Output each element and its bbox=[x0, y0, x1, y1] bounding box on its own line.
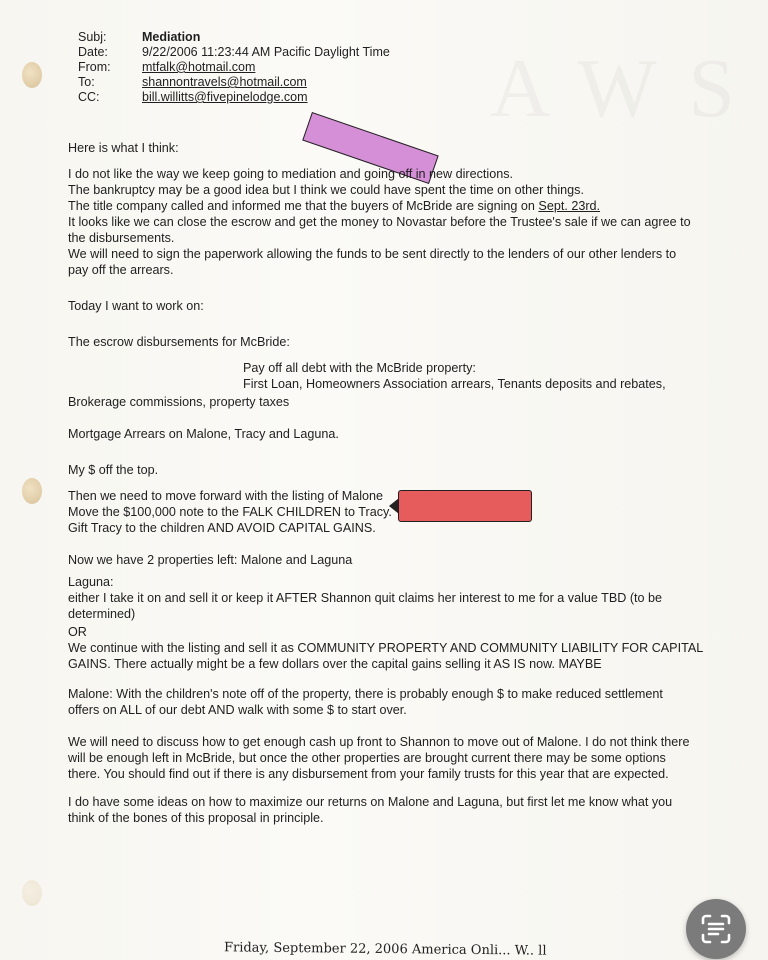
body-line: My $ off the top. bbox=[68, 463, 159, 477]
cc-label: CC: bbox=[78, 90, 100, 104]
to-label: To: bbox=[78, 75, 95, 89]
body-line: First Loan, Homeowners Association arrears, Tenants deposits and rebates, bbox=[243, 377, 666, 391]
body-line: OR bbox=[68, 625, 87, 639]
body-line: It looks like we can close the escrow and get the money to Novastar before the Trustee's sale if we can agree to bbox=[68, 215, 691, 229]
text-scan-icon bbox=[699, 912, 733, 946]
from-label: From: bbox=[78, 60, 111, 74]
body-line: Move the $100,000 note to the FALK CHILDREN to Tracy. bbox=[68, 505, 392, 519]
body-line: Today I want to work on: bbox=[68, 299, 204, 313]
body-line bbox=[68, 198, 600, 214]
body-line: We will need to sign the paperwork allowing the funds to be sent directly to the lenders of our other lenders to bbox=[68, 247, 677, 261]
body-line: there. You should find out if there is any disbursement from your family trusts for this year that are expected. bbox=[68, 767, 669, 781]
body-line: the disbursements. bbox=[68, 231, 175, 245]
punch-hole bbox=[22, 62, 42, 88]
body-line: Laguna: bbox=[68, 575, 114, 589]
body-line: Here is what I think: bbox=[68, 141, 179, 155]
body-line: determined) bbox=[68, 607, 136, 621]
cc-value: bill.willitts@fivepinelodge.com bbox=[142, 90, 308, 104]
from-value: mtfalk@hotmail.com bbox=[142, 60, 256, 74]
email-header bbox=[78, 30, 390, 105]
body-line: think of the bones of this proposal in principle. bbox=[68, 811, 324, 825]
body-line: pay off the arrears. bbox=[68, 263, 174, 277]
punch-hole bbox=[22, 880, 42, 906]
body-line: Malone: With the children's note off of the property, there is probably enough $ to make reduced settlement bbox=[68, 687, 663, 701]
body-line: GAINS. There actually might be a few dollars over the capital gains selling it AS IS now. MAYBE bbox=[68, 657, 602, 671]
body-line: The escrow disbursements for McBride: bbox=[68, 335, 290, 349]
body-line: Gift Tracy to the children AND AVOID CAPITAL GAINS. bbox=[68, 521, 376, 535]
body-line: Brokerage commissions, property taxes bbox=[68, 395, 290, 409]
date-label: Date: bbox=[78, 45, 108, 59]
red-redaction-marker bbox=[398, 490, 532, 522]
body-line: offers on ALL of our debt AND walk with some $ to start over. bbox=[68, 703, 407, 717]
text-scan-button[interactable] bbox=[686, 899, 746, 959]
date-value: 9/22/2006 11:23:44 AM Pacific Daylight Time bbox=[142, 45, 390, 59]
body-line-text: The title company called and informed me that the buyers of McBride are signing on bbox=[68, 199, 539, 213]
subject-value: Mediation bbox=[142, 30, 201, 44]
body-line: The bankruptcy may be a good idea but I think we could have spent the time on other things. bbox=[68, 183, 584, 197]
body-line: Mortgage Arrears on Malone, Tracy and Laguna. bbox=[68, 427, 339, 441]
body-line: We continue with the listing and sell it as COMMUNITY PROPERTY AND COMMUNITY LIABILITY FOR CAPITAL bbox=[68, 641, 704, 655]
body-line: I do have some ideas on how to maximize our returns on Malone and Laguna, but first let me know what you bbox=[68, 795, 673, 809]
body-line: either I take it on and sell it or keep it AFTER Shannon quit claims her interest to me for a value TBD (to be bbox=[68, 591, 663, 605]
body-line: Then we need to move forward with the listing of Malone bbox=[68, 489, 384, 503]
subj-label: Subj: bbox=[78, 30, 107, 44]
print-footer: Friday, September 22, 2006 America Onli... W.. ll bbox=[223, 940, 547, 959]
body-line: will be enough left in McBride, but once the other properties are brought current there may be some options bbox=[68, 751, 666, 765]
signing-date: Sept. 23rd. bbox=[538, 199, 601, 213]
body-line: We will need to discuss how to get enough cash up front to Shannon to move out of Malone. I do not think there bbox=[68, 735, 690, 749]
body-line: Now we have 2 properties left: Malone and Laguna bbox=[68, 553, 353, 567]
to-value: shannontravels@hotmail.com bbox=[142, 75, 307, 89]
faint-watermark bbox=[490, 40, 741, 137]
body-line: I do not like the way we keep going to mediation and going off in new directions. bbox=[68, 167, 514, 181]
body-line: Pay off all debt with the McBride property: bbox=[243, 361, 476, 375]
punch-hole bbox=[22, 478, 42, 504]
